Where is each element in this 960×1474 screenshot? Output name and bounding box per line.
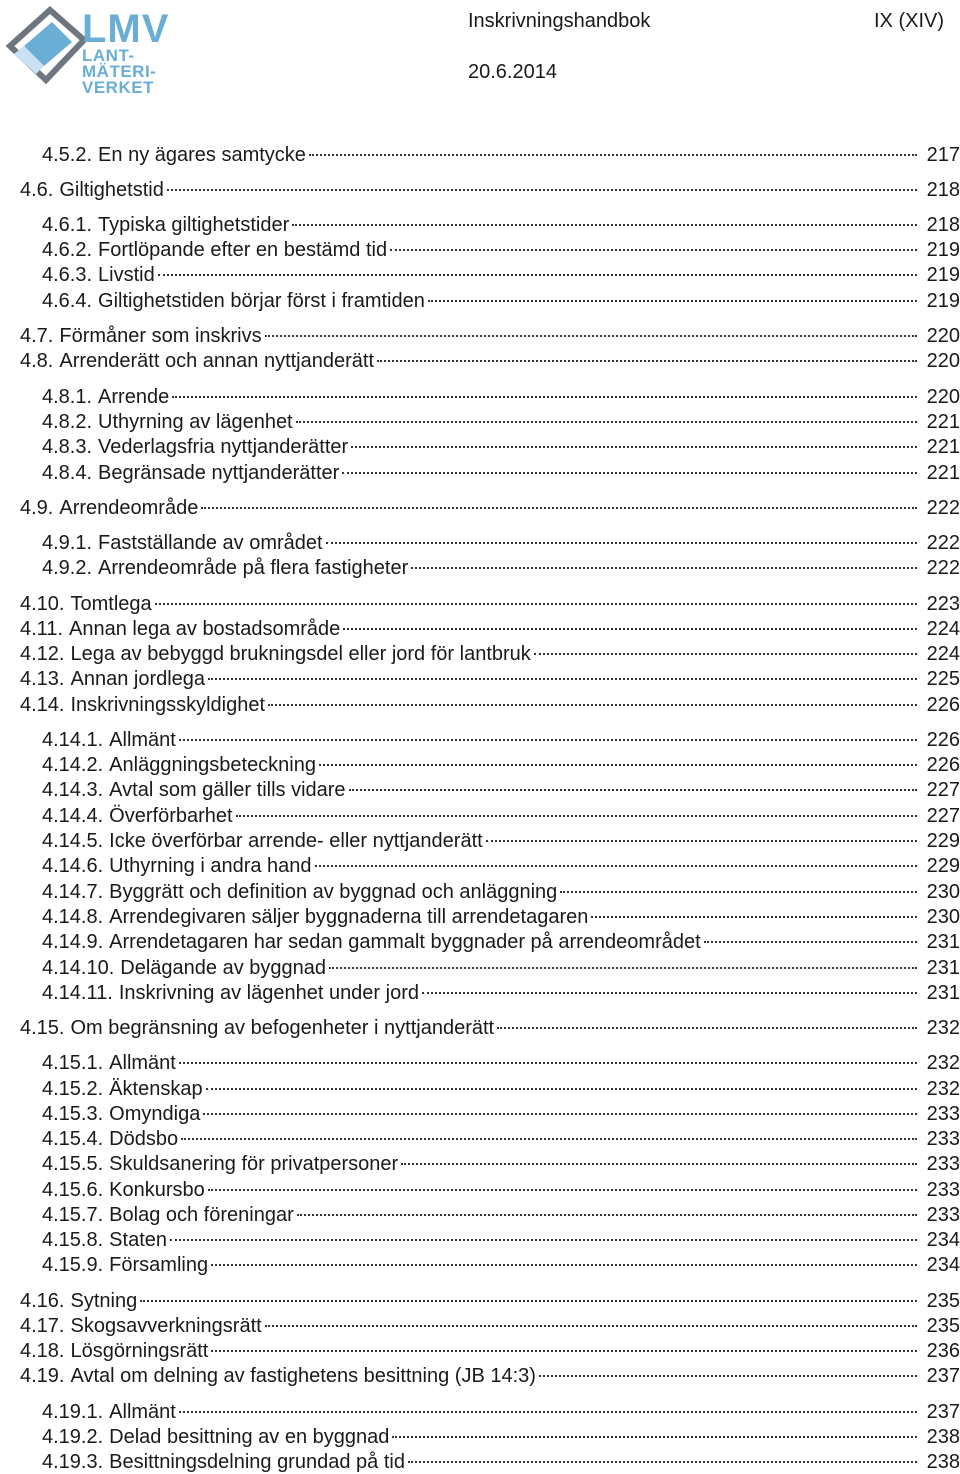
toc-entry-title: Arrenderätt och annan nyttjanderätt xyxy=(59,350,375,372)
toc-entry-title: Sytning xyxy=(70,1290,138,1312)
toc-entry-title: Tomtlega xyxy=(70,593,152,615)
toc-entry-title: Överförbarhet xyxy=(109,805,233,827)
toc-entry-number: 4.14.11. xyxy=(42,982,113,1004)
toc-entry-title: Konkursbo xyxy=(109,1179,205,1201)
page-number: IX (XIV) xyxy=(873,10,944,32)
dot-leader xyxy=(326,542,917,544)
dot-leader xyxy=(179,739,917,741)
toc-entry-number: 4.5.2. xyxy=(42,144,93,166)
toc-entry-number: 4.13. xyxy=(20,668,65,690)
toc-entry-number: 4.8.2. xyxy=(42,411,93,433)
toc-entry-title: Annan lega av bostadsområde xyxy=(69,618,341,640)
toc-entry-title: Livstid xyxy=(98,264,155,286)
document-date: 20.6.2014 xyxy=(468,61,557,83)
toc-entry-page: 234 xyxy=(926,1229,960,1251)
toc-entry-title: Allmänt xyxy=(109,729,176,751)
toc-entry-title: Delägande av byggnad xyxy=(120,957,327,979)
toc-entry-title: Arrendeområde på flera fastigheter xyxy=(98,557,409,579)
toc-entry[interactable] xyxy=(42,930,960,954)
toc-entry-page: 229 xyxy=(926,855,960,877)
toc-entry[interactable] xyxy=(20,617,960,641)
dot-leader xyxy=(211,1264,917,1266)
toc-entry-page: 220 xyxy=(926,350,960,372)
toc-entry[interactable] xyxy=(42,556,960,580)
toc-entry[interactable] xyxy=(20,1289,960,1313)
dot-leader xyxy=(377,360,917,362)
dot-leader xyxy=(155,603,917,605)
toc-entry[interactable] xyxy=(42,905,960,929)
toc-entry-title: Skogsavverkningsrätt xyxy=(70,1315,262,1337)
toc-entry[interactable] xyxy=(42,1178,960,1202)
dot-leader xyxy=(497,1027,917,1029)
toc-entry-title: Uthyrning av lägenhet xyxy=(98,411,293,433)
toc-entry-page: 224 xyxy=(926,643,960,665)
dot-leader xyxy=(179,1411,917,1413)
toc-entry-page: 232 xyxy=(926,1017,960,1039)
toc-entry-title: Typiska giltighetstider xyxy=(98,214,290,236)
toc-entry-number: 4.8.4. xyxy=(42,462,93,484)
logo-mark-icon xyxy=(2,4,92,94)
toc-entry-page: 238 xyxy=(926,1451,960,1473)
dot-leader xyxy=(428,300,917,302)
toc-entry-page: 231 xyxy=(926,982,960,1004)
dot-leader xyxy=(265,1325,917,1327)
toc-entry[interactable] xyxy=(20,1339,960,1363)
toc-entry[interactable] xyxy=(20,667,960,691)
toc-entry-page: 230 xyxy=(926,906,960,928)
toc-entry-title: Giltighetstiden börjar först i framtiden xyxy=(98,290,425,312)
dot-leader xyxy=(315,865,917,867)
toc-entry-title: Arrendegivaren säljer byggnaderna till arrendetagaren xyxy=(109,906,589,928)
toc-entry[interactable] xyxy=(20,693,960,717)
toc-entry-page: 218 xyxy=(926,179,960,201)
toc-entry-title: Icke överförbar arrende- eller nyttjanderätt xyxy=(109,830,483,852)
toc-entry[interactable] xyxy=(42,829,960,853)
toc-entry[interactable] xyxy=(42,410,960,434)
toc-entry[interactable] xyxy=(42,1400,960,1424)
toc-entry-number: 4.15. xyxy=(20,1017,65,1039)
dot-leader xyxy=(342,472,917,474)
toc-entry-number: 4.7. xyxy=(20,325,54,347)
toc-entry-page: 221 xyxy=(926,411,960,433)
toc-entry[interactable] xyxy=(42,753,960,777)
toc-entry-number: 4.16. xyxy=(20,1290,65,1312)
toc-entry-title: Avtal om delning av fastighetens besittning (JB 14:3) xyxy=(70,1365,536,1387)
toc-entry-title: Arrendetagaren har sedan gammalt byggnader på arrendeområdet xyxy=(109,931,701,953)
toc-entry-title: Omyndiga xyxy=(109,1103,201,1125)
toc-entry[interactable] xyxy=(20,324,960,348)
toc-entry-page: 226 xyxy=(926,729,960,751)
toc-entry-title: Om begränsning av befogenheter i nyttjanderätt xyxy=(70,1017,495,1039)
dot-leader xyxy=(208,678,917,680)
dot-leader xyxy=(343,628,917,630)
toc-entry[interactable] xyxy=(42,1228,960,1252)
toc-entry-number: 4.15.9. xyxy=(42,1254,104,1276)
toc-entry-page: 233 xyxy=(926,1128,960,1150)
toc-entry[interactable] xyxy=(20,496,960,520)
dot-leader xyxy=(268,704,917,706)
toc-entry-number: 4.14.8. xyxy=(42,906,104,928)
toc-entry-title: Lösgörningsrätt xyxy=(70,1340,209,1362)
toc-entry-number: 4.15.3. xyxy=(42,1103,104,1125)
dot-leader xyxy=(211,1350,917,1352)
toc-entry-page: 227 xyxy=(926,779,960,801)
toc-entry-page: 222 xyxy=(926,557,960,579)
toc-entry-page: 218 xyxy=(926,214,960,236)
dot-leader xyxy=(408,1461,917,1463)
toc-entry[interactable] xyxy=(42,1203,960,1227)
toc-entry-title: Allmänt xyxy=(109,1052,176,1074)
toc-entry-page: 235 xyxy=(926,1315,960,1337)
toc-entry-page: 221 xyxy=(926,462,960,484)
toc-entry-title: Giltighetstid xyxy=(59,179,164,201)
toc-entry-number: 4.14.6. xyxy=(42,855,104,877)
toc-entry[interactable] xyxy=(42,1450,960,1474)
toc-entry[interactable] xyxy=(42,956,960,980)
dot-leader xyxy=(206,1088,917,1090)
toc-entry-title: Arrendeområde xyxy=(59,497,199,519)
toc-entry-page: 224 xyxy=(926,618,960,640)
toc-entry[interactable] xyxy=(42,1127,960,1151)
toc-entry-title: Förmåner som inskrivs xyxy=(59,325,262,347)
toc-entry-page: 230 xyxy=(926,881,960,903)
toc-entry[interactable] xyxy=(20,349,960,373)
toc-entry-title: Begränsade nyttjanderätter xyxy=(98,462,340,484)
toc-entry-title: Annan jordlega xyxy=(70,668,206,690)
dot-leader xyxy=(560,891,917,893)
toc-entry[interactable] xyxy=(42,263,960,287)
toc-entry-number: 4.12. xyxy=(20,643,65,665)
dot-leader xyxy=(167,189,917,191)
toc-entry[interactable] xyxy=(42,289,960,313)
toc-entry-title: Dödsbo xyxy=(109,1128,179,1150)
toc-entry-title: Bolag och föreningar xyxy=(109,1204,294,1226)
toc-entry-number: 4.9.2. xyxy=(42,557,93,579)
dot-leader xyxy=(208,1189,917,1191)
toc-entry-page: 222 xyxy=(926,532,960,554)
toc-entry-page: 227 xyxy=(926,805,960,827)
toc-entry[interactable] xyxy=(42,728,960,752)
toc-entry-title: Församling xyxy=(109,1254,209,1276)
toc-entry-page: 229 xyxy=(926,830,960,852)
toc-entry[interactable] xyxy=(42,435,960,459)
toc-entry-number: 4.8. xyxy=(20,350,54,372)
toc-entry-number: 4.11. xyxy=(20,618,63,640)
toc-entry[interactable] xyxy=(42,854,960,878)
toc-entry[interactable] xyxy=(42,981,960,1005)
toc-entry-page: 236 xyxy=(926,1340,960,1362)
dot-leader xyxy=(158,274,917,276)
toc-entry-number: 4.15.7. xyxy=(42,1204,104,1226)
dot-leader xyxy=(534,653,917,655)
toc-entry[interactable] xyxy=(42,143,960,167)
dot-leader xyxy=(236,815,917,817)
document-title: Inskrivningshandbok xyxy=(468,10,651,32)
toc-entry-page: 232 xyxy=(926,1078,960,1100)
toc-entry[interactable] xyxy=(42,213,960,237)
toc-entry-number: 4.8.1. xyxy=(42,386,93,408)
toc-entry-page: 233 xyxy=(926,1204,960,1226)
toc-entry-page: 220 xyxy=(926,325,960,347)
toc-entry-page: 222 xyxy=(926,497,960,519)
toc-entry[interactable] xyxy=(42,1152,960,1176)
toc-entry-number: 4.8.3. xyxy=(42,436,93,458)
toc-entry[interactable] xyxy=(42,1253,960,1277)
toc-entry-page: 231 xyxy=(926,957,960,979)
toc-entry-title: Fortlöpande efter en bestämd tid xyxy=(98,239,388,261)
dot-leader xyxy=(296,421,917,423)
toc-entry-page: 226 xyxy=(926,754,960,776)
toc-entry-number: 4.14.1. xyxy=(42,729,104,751)
toc-entry-title: Inskrivningsskyldighet xyxy=(70,694,266,716)
toc-entry-page: 223 xyxy=(926,593,960,615)
toc-entry-number: 4.9. xyxy=(20,497,54,519)
page-header xyxy=(0,0,960,110)
dot-leader xyxy=(201,507,917,509)
toc-entry-title: Äktenskap xyxy=(109,1078,203,1100)
toc-entry-page: 233 xyxy=(926,1179,960,1201)
dot-leader xyxy=(390,249,917,251)
toc-entry[interactable] xyxy=(20,1364,960,1388)
toc-entry-number: 4.14.10. xyxy=(42,957,115,979)
toc-entry-number: 4.19.3. xyxy=(42,1451,104,1473)
toc-entry-page: 219 xyxy=(926,264,960,286)
dot-leader xyxy=(170,1239,917,1241)
dot-leader xyxy=(392,1436,917,1438)
dot-leader xyxy=(704,941,917,943)
toc-entry-page: 217 xyxy=(926,144,960,166)
dot-leader xyxy=(422,992,917,994)
toc-entry-title: Arrende xyxy=(98,386,170,408)
toc-entry[interactable] xyxy=(42,531,960,555)
dot-leader xyxy=(181,1138,917,1140)
toc-entry-page: 226 xyxy=(926,694,960,716)
toc-entry-title: Fastställande av området xyxy=(98,532,323,554)
toc-entry[interactable] xyxy=(20,178,960,202)
dot-leader xyxy=(292,224,917,226)
toc-entry-number: 4.6.4. xyxy=(42,290,93,312)
toc-entry-page: 237 xyxy=(926,1401,960,1423)
toc-entry[interactable] xyxy=(42,1051,960,1075)
toc-entry-number: 4.19.2. xyxy=(42,1426,104,1448)
toc-entry-title: En ny ägares samtycke xyxy=(98,144,306,166)
dot-leader xyxy=(319,764,917,766)
toc-entry-page: 235 xyxy=(926,1290,960,1312)
toc-entry[interactable] xyxy=(42,880,960,904)
toc-entry[interactable] xyxy=(42,778,960,802)
dot-leader xyxy=(203,1113,917,1115)
toc-entry-number: 4.19. xyxy=(20,1365,65,1387)
toc-entry-number: 4.14.7. xyxy=(42,881,104,903)
toc-entry-title: Skuldsanering för privatpersoner xyxy=(109,1153,399,1175)
toc-entry[interactable] xyxy=(20,592,960,616)
dot-leader xyxy=(265,335,917,337)
toc-entry-page: 225 xyxy=(926,668,960,690)
dot-leader xyxy=(351,446,917,448)
toc-entry-page: 220 xyxy=(926,386,960,408)
toc-entry[interactable] xyxy=(42,238,960,262)
toc-entry-number: 4.17. xyxy=(20,1315,65,1337)
toc-entry-number: 4.6.1. xyxy=(42,214,93,236)
toc-entry-number: 4.6.2. xyxy=(42,239,93,261)
toc-entry-title: Uthyrning i andra hand xyxy=(109,855,312,877)
toc-entry-title: Besittningsdelning grundad på tid xyxy=(109,1451,405,1473)
toc-entry-number: 4.19.1. xyxy=(42,1401,104,1423)
toc-entry-title: Allmänt xyxy=(109,1401,176,1423)
toc-entry[interactable] xyxy=(42,461,960,485)
toc-entry-title: Lega av bebyggd brukningsdel eller jord för lantbruk xyxy=(70,643,531,665)
toc-entry-page: 232 xyxy=(926,1052,960,1074)
toc-entry-number: 4.15.8. xyxy=(42,1229,104,1251)
toc-entry[interactable] xyxy=(20,642,960,666)
toc-entry[interactable] xyxy=(20,1016,960,1040)
toc-entry[interactable] xyxy=(42,385,960,409)
toc-entry-page: 231 xyxy=(926,931,960,953)
toc-entry-title: Delad besittning av en byggnad xyxy=(109,1426,390,1448)
toc-entry-number: 4.10. xyxy=(20,593,65,615)
toc-entry-number: 4.6. xyxy=(20,179,54,201)
toc-entry-page: 233 xyxy=(926,1153,960,1175)
dot-leader xyxy=(179,1062,917,1064)
logo-wordmark: LMV LANT- MÄTERI- VERKET xyxy=(82,7,170,97)
toc-entry-number: 4.15.2. xyxy=(42,1078,104,1100)
toc-entry[interactable] xyxy=(42,804,960,828)
dot-leader xyxy=(411,567,917,569)
dot-leader xyxy=(297,1214,917,1216)
toc-entry[interactable] xyxy=(42,1102,960,1126)
toc-entry-number: 4.14. xyxy=(20,694,65,716)
toc-entry-number: 4.14.3. xyxy=(42,779,104,801)
toc-entry-page: 237 xyxy=(926,1365,960,1387)
toc-entry-title: Staten xyxy=(109,1229,167,1251)
dot-leader xyxy=(172,396,917,398)
dot-leader xyxy=(140,1300,917,1302)
toc-entry-number: 4.6.3. xyxy=(42,264,93,286)
toc-entry-title: Byggrätt och definition av byggnad och anläggning xyxy=(109,881,558,903)
toc-entry[interactable] xyxy=(42,1077,960,1101)
toc-entry-page: 233 xyxy=(926,1103,960,1125)
toc-entry-number: 4.14.2. xyxy=(42,754,104,776)
toc-entry-number: 4.14.5. xyxy=(42,830,104,852)
toc-entry[interactable] xyxy=(20,1314,960,1338)
toc-entry-title: Vederlagsfria nyttjanderätter xyxy=(98,436,349,458)
toc-entry-page: 219 xyxy=(926,239,960,261)
dot-leader xyxy=(539,1375,917,1377)
toc-entry-number: 4.14.4. xyxy=(42,805,104,827)
toc-entry-page: 234 xyxy=(926,1254,960,1276)
toc-entry-page: 238 xyxy=(926,1426,960,1448)
toc-entry-number: 4.15.5. xyxy=(42,1153,104,1175)
toc-entry-number: 4.9.1. xyxy=(42,532,93,554)
dot-leader xyxy=(591,916,917,918)
dot-leader xyxy=(486,840,917,842)
toc-entry-title: Anläggningsbeteckning xyxy=(109,754,316,776)
toc-entry-page: 219 xyxy=(926,290,960,312)
dot-leader xyxy=(329,967,917,969)
lantmateriverket-logo xyxy=(2,4,172,100)
toc-entry-title: Avtal som gäller tills vidare xyxy=(109,779,346,801)
toc-entry-number: 4.15.4. xyxy=(42,1128,104,1150)
dot-leader xyxy=(309,154,917,156)
toc-entry-number: 4.18. xyxy=(20,1340,65,1362)
toc-entry-number: 4.14.9. xyxy=(42,931,104,953)
dot-leader xyxy=(401,1163,917,1165)
toc-entry[interactable] xyxy=(42,1425,960,1449)
dot-leader xyxy=(349,789,917,791)
toc-entry-page: 221 xyxy=(926,436,960,458)
toc-entry-number: 4.15.6. xyxy=(42,1179,104,1201)
toc-entry-number: 4.15.1. xyxy=(42,1052,104,1074)
toc-entry-title: Inskrivning av lägenhet under jord xyxy=(118,982,419,1004)
